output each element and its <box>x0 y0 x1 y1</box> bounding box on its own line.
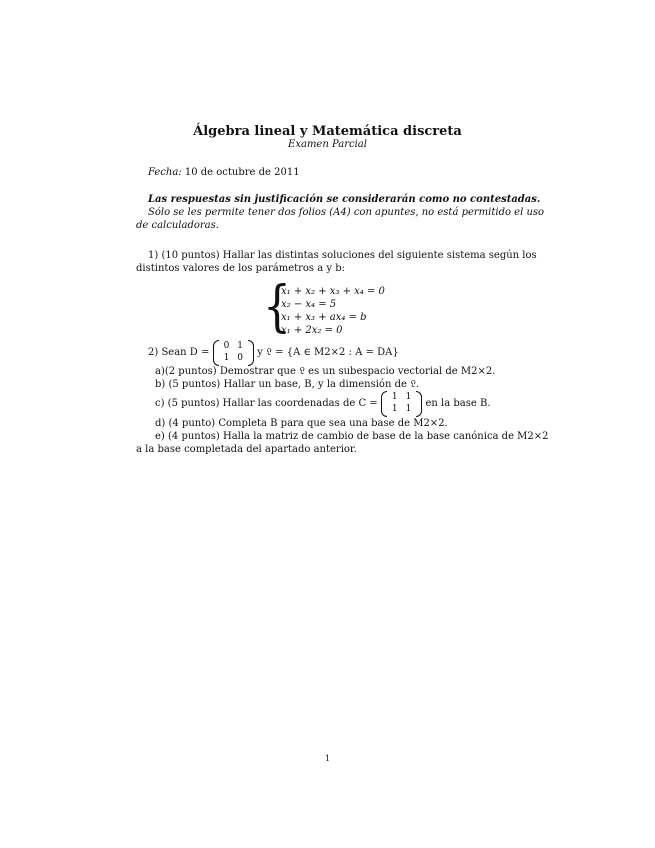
exam-date <box>148 166 300 179</box>
matrix-d-cell: 1 <box>237 340 244 351</box>
problem-2-suffix: y 𝔏 = {A ∈ M2×2 : A = DA} <box>257 347 399 358</box>
equation-1: x₁ + x₂ + x₃ + x₄ = 0 <box>281 286 385 297</box>
problem-2-c-suffix: en la base B. <box>425 398 491 409</box>
problem-1-line-1: 1) (10 puntos) Hallar las distintas soluciones del siguiente sistema según los <box>148 250 537 261</box>
matrix-c-cell: 1 <box>391 391 398 402</box>
problem-2-a: a)(2 puntos) Demostrar que 𝔏 es un subespacio vectorial de M2×2. <box>155 366 496 377</box>
matrix-c <box>381 391 422 417</box>
matrix-c-cell: 1 <box>405 403 412 414</box>
equation-3: x₁ + x₃ + ax₄ = b <box>281 312 367 323</box>
problem-2-d: d) (4 punto) Completa B para que sea una base de M2×2. <box>155 418 448 429</box>
matrix-c-cell: 1 <box>405 391 412 402</box>
instructions-line-2: Sólo se les permite tener dos folios (A4) con apuntes, no está permitido el uso <box>148 207 545 218</box>
equation-4: x₁ + 2x₂ = 0 <box>281 325 343 336</box>
instructions-line-3: de calculadoras. <box>136 220 219 231</box>
page-title: Álgebra lineal y Matemática discreta <box>193 124 462 139</box>
matrix-d <box>213 340 254 366</box>
equation-2: x₂ − x₄ = 5 <box>281 299 337 310</box>
problem-1-line-2: distintos valores de los parámetros a y b: <box>136 263 345 274</box>
matrix-d-cell: 0 <box>237 352 244 363</box>
instructions-bold: Las respuestas sin justificación se considerarán como no contestadas. <box>148 194 541 205</box>
problem-2-c <box>155 390 491 418</box>
system-brace: { <box>263 275 291 339</box>
matrix-d-cell: 1 <box>223 352 230 363</box>
problem-2-e-line-1: e) (4 puntos) Halla la matriz de cambio de base de la base canónica de M2×2 <box>155 431 549 442</box>
page-subtitle: Examen Parcial <box>288 139 367 150</box>
date-value: 10 de octubre de 2011 <box>184 167 300 178</box>
problem-2-intro <box>148 339 399 367</box>
problem-2-e-line-2: a la base completada del apartado anterior. <box>136 444 357 455</box>
matrix-c-cell: 1 <box>391 403 398 414</box>
page-number: 1 <box>324 754 331 763</box>
problem-2-b: b) (5 puntos) Hallar un base, B, y la dimensión de 𝔏. <box>155 379 420 390</box>
date-label: Fecha: <box>148 167 182 178</box>
matrix-d-cell: 0 <box>223 340 230 351</box>
problem-2-prefix: 2) Sean D = <box>148 347 210 358</box>
problem-2-c-prefix: c) (5 puntos) Hallar las coordenadas de C = <box>155 398 378 409</box>
